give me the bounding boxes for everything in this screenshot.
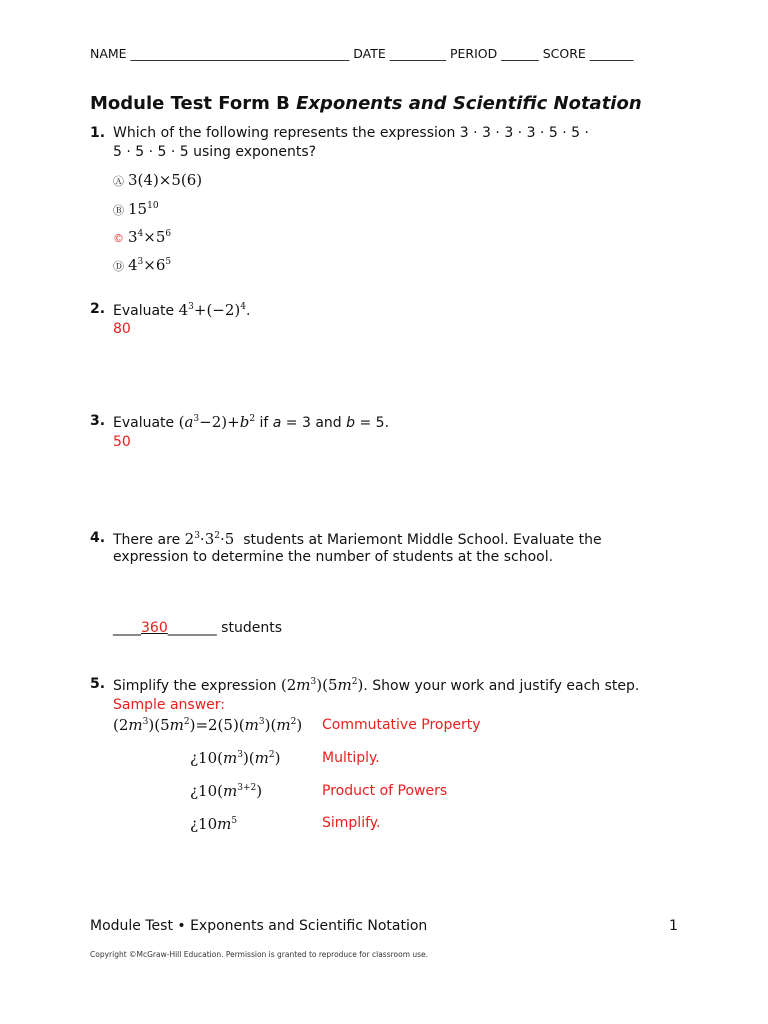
option-b-exponent: 10 <box>147 201 159 211</box>
q4-exp-1: 3 <box>194 531 200 541</box>
step-1-reason: Commutative Property <box>322 717 481 733</box>
q2-base: 4 <box>178 301 189 319</box>
question-3-prefix: Evaluate <box>113 415 179 431</box>
question-1-number: 1. <box>90 125 106 141</box>
s1-e2: 2 <box>183 717 190 727</box>
q3-if: if <box>255 415 273 431</box>
question-5-text <box>113 676 639 694</box>
q5-prefix: Simplify the expression <box>113 678 281 694</box>
question-2-text <box>113 301 250 319</box>
q5-var-m-1: m <box>296 676 311 694</box>
s1-a: (2 <box>113 716 129 734</box>
q3-exp-2: 2 <box>249 414 256 424</box>
question-5-number: 5. <box>90 676 106 692</box>
q5-exp-2: 2 <box>351 677 358 687</box>
question-3-text <box>113 413 389 431</box>
question-1-text-line-1: Which of the following represents the expression 3 · 3 · 3 · 3 · 5 · 5 · <box>113 125 589 141</box>
s1-e3: 3 <box>258 717 265 727</box>
question-2-answer: 80 <box>113 321 131 337</box>
s1-e4: 2 <box>290 717 297 727</box>
s2-close: ) <box>274 749 281 767</box>
option-c-times: × <box>143 228 156 246</box>
q5-suffix: . Show your work and justify each step. <box>363 678 640 694</box>
option-c-base-2: 5 <box>155 228 166 246</box>
option-c-base-1: 3 <box>128 228 138 246</box>
s1-m-4: m <box>276 716 291 734</box>
footer-title: Module Test • Exponents and Scientific Notation <box>90 918 428 934</box>
question-1-text-line-2: 5 · 5 · 5 · 5 using exponents? <box>113 144 317 160</box>
question-5-expression <box>281 676 363 694</box>
question-2-number: 2. <box>90 301 106 317</box>
question-4-expression <box>185 530 235 548</box>
q4-dot-1: · <box>199 530 205 548</box>
option-a-math: 3(4)×5(6) <box>128 171 203 189</box>
s1-m-3: m <box>244 716 259 734</box>
q4-base-2: 3 <box>204 530 215 548</box>
option-b-bubble-icon: Ⓑ <box>113 204 124 217</box>
q3-b-value: = 5. <box>355 415 390 431</box>
q3-b-label: b <box>346 415 356 431</box>
copyright-notice: Copyright ©McGraw-Hill Education. Permission is granted to reproduce for classroom use. <box>90 950 429 959</box>
option-a-bubble-icon: Ⓐ <box>113 175 124 188</box>
q2-exp-1: 3 <box>188 302 194 312</box>
step-4-reason: Simplify. <box>322 815 381 831</box>
q3-open: ( <box>178 413 185 431</box>
q5-expr-a: (2 <box>280 676 297 694</box>
option-d-exponent-2: 5 <box>165 257 172 267</box>
option-a[interactable] <box>113 171 202 189</box>
q5-expr-close: ) <box>357 676 364 694</box>
step-3-reason: Product of Powers <box>322 783 448 799</box>
step-3-expression <box>190 782 262 800</box>
student-info-header: NAME ___________________________________ DATE _________ PERIOD ______ SCORE _______ <box>90 46 634 61</box>
s1-e1: 3 <box>142 717 149 727</box>
question-3-expression <box>179 413 255 431</box>
step-1-expression <box>113 716 302 734</box>
s2-prefix: ¿10( <box>190 749 223 767</box>
page-number: 1 <box>669 918 678 934</box>
s1-close: ) <box>296 716 303 734</box>
q4-rest: students at Mariemont Middle School. Evaluate the <box>234 532 602 548</box>
q4-prefix: There are <box>113 532 185 548</box>
question-3-number: 3. <box>90 413 106 429</box>
step-2-expression <box>190 749 281 767</box>
question-2-suffix: . <box>246 303 251 319</box>
s3-m: m <box>222 782 238 800</box>
question-2-prefix: Evaluate <box>113 303 179 319</box>
q3-a-value: = 3 and <box>281 415 347 431</box>
s4-prefix: ¿10 <box>190 815 218 833</box>
page-title <box>90 93 642 114</box>
option-c-correct-bubble-icon: © <box>113 232 124 245</box>
q3-var-b: b <box>239 413 250 431</box>
q4-exp-2: 2 <box>214 531 220 541</box>
q5-exp-1: 3 <box>310 677 317 687</box>
title-plain: Module Test Form B <box>90 93 297 114</box>
q3-var-a: a <box>184 413 194 431</box>
s1-mid1: )(5 <box>148 716 170 734</box>
s2-m-1: m <box>222 749 238 767</box>
question-4-text-line-2: expression to determine the number of students at the school. <box>113 549 554 565</box>
question-4-answer: 360 <box>141 620 168 636</box>
q3-exp-1: 3 <box>193 414 200 424</box>
option-d-base-2: 6 <box>155 256 166 274</box>
option-c-exponent-2: 6 <box>165 229 172 239</box>
s3-e1: 3+2 <box>237 783 257 793</box>
option-b-base: 15 <box>128 200 148 218</box>
step-4-expression <box>190 815 237 833</box>
q5-expr-mid: )(5 <box>316 676 338 694</box>
option-d-times: × <box>143 256 156 274</box>
s4-e1: 5 <box>231 816 238 826</box>
q3-a-label: a <box>272 415 282 431</box>
question-4-answer-blank[interactable] <box>113 620 282 636</box>
q4-blank-pre: ____ <box>113 620 141 636</box>
s3-close: ) <box>256 782 263 800</box>
q4-blank-post: _______ <box>167 620 217 636</box>
q2-mid: +(−2) <box>193 301 241 319</box>
option-d-base-1: 4 <box>128 256 138 274</box>
s1-m-2: m <box>169 716 184 734</box>
option-c-exponent-1: 4 <box>137 229 144 239</box>
step-2-reason: Multiply. <box>322 750 380 766</box>
q4-dot-2: ·5 <box>219 530 235 548</box>
q3-minus: −2)+ <box>199 413 240 431</box>
option-c[interactable] <box>113 228 171 246</box>
q5-var-m-2: m <box>337 676 352 694</box>
s1-m-1: m <box>128 716 143 734</box>
s2-e1: 3 <box>237 750 243 760</box>
sample-answer-label: Sample answer: <box>113 697 225 713</box>
s1-rhs: )=2(5)( <box>189 716 245 734</box>
q4-base-1: 2 <box>184 530 195 548</box>
question-2-expression <box>179 301 246 319</box>
option-d[interactable] <box>113 256 171 274</box>
title-italic: Exponents and Scientific Notation <box>296 93 642 114</box>
s2-m-2: m <box>254 749 269 767</box>
question-4-number: 4. <box>90 530 106 546</box>
option-b[interactable] <box>113 200 159 218</box>
s1-mid2: )( <box>264 716 277 734</box>
option-d-exponent-1: 3 <box>137 257 144 267</box>
question-4-text-line-1 <box>113 530 602 548</box>
s3-prefix: ¿10( <box>190 782 223 800</box>
question-3-answer: 50 <box>113 434 131 450</box>
s4-m: m <box>217 815 232 833</box>
q2-exp-2: 4 <box>240 302 247 312</box>
q4-unit: students <box>216 620 282 636</box>
s2-e2: 2 <box>268 750 275 760</box>
s2-mid: )( <box>242 749 255 767</box>
option-d-bubble-icon: Ⓓ <box>113 260 124 273</box>
